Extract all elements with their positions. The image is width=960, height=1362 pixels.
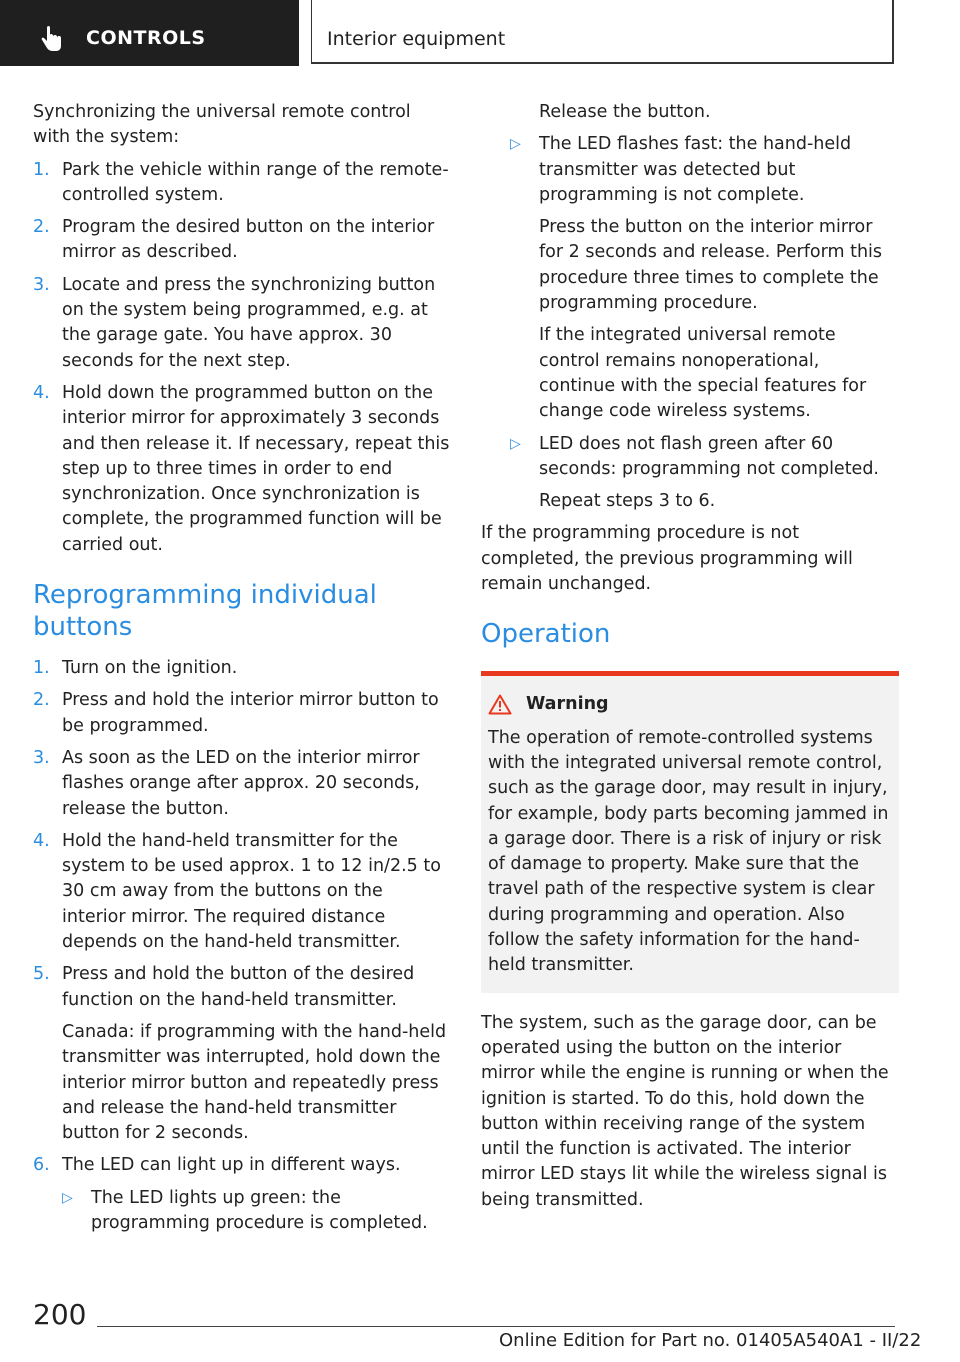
chapter-tab (311, 0, 894, 64)
step-text: Turn on the ignition. (62, 658, 238, 679)
led-cases (62, 1186, 451, 1237)
warning-title: Warning (526, 694, 609, 715)
triangle-right-icon: ▷ (510, 435, 521, 452)
sync-intro: Synchronizing the universal remote control with the system: (33, 102, 411, 148)
right-column (481, 100, 899, 1220)
step-text: Park the vehicle within range of the remote-controlled system. (62, 159, 449, 205)
triangle-right-icon: ▷ (62, 1189, 73, 1206)
warning-header (488, 692, 891, 717)
step-text: Press and hold the interior mirror button to be programmed. (62, 690, 439, 736)
release-note: Release the button. (539, 102, 711, 122)
list-item (33, 381, 451, 558)
step-text: Program the desired button on the interior mirror as described. (62, 217, 435, 263)
list-item (33, 962, 451, 1146)
operation-text: The system, such as the garage door, can be operated using the button on the interior mirror while the engine is running or when the ignition is started. To do this, hold down the button within receiving range of the system until the function is activated. The interior mirror LED stays lit while the wireless signal is being transmitted. (481, 1012, 889, 1210)
case-note: Repeat steps 3 to 6. (539, 491, 716, 512)
section-tab (0, 0, 299, 66)
list-item (33, 1153, 451, 1236)
incomplete-note: If the programming procedure is not completed, the previous programming will remain unchanged. (481, 523, 853, 595)
step-text: Press and hold the button of the desired function on the hand-held transmitter. (62, 964, 415, 1010)
step-text: Hold down the programmed button on the interior mirror for approximately 3 seconds and then release it. If necessary, repeat this step up to three times in order to end synchronization. Once synchronization is complete, the programmed function will be carried out. (62, 382, 450, 555)
list-item (62, 1186, 451, 1237)
list-item (510, 432, 899, 515)
step-number: 3. (33, 274, 50, 295)
led-case-text: The LED flashes fast: the hand-held transmitter was detected but programming is not complete. (539, 134, 852, 205)
list-item (33, 829, 451, 955)
step-note: Canada: if programming with the hand-held transmitter was interrupted, hold down the interior mirror button and repeatedly press and release the hand-held transmitter button for 2 seconds. (62, 1021, 447, 1144)
step-text: Locate and press the synchronizing button on the system being programmed, e.g. at the garage gate. You have approx. 30 seconds for the next step. (62, 274, 436, 371)
section-title: CONTROLS (86, 27, 206, 49)
page-header (0, 0, 960, 66)
step-text: Hold the hand-held transmitter for the system to be used approx. 1 to 12 in/2.5 to 30 cm away from the buttons on the interior mirror. The required distance depends on the hand-held transmitter. (62, 830, 441, 953)
led-case-text: LED does not flash green after 60 seconds: programming not completed. (539, 433, 879, 479)
led-case-text: The LED lights up green: the programming procedure is completed. (91, 1187, 428, 1233)
case-note: Press the button on the interior mirror for 2 seconds and release. Perform this procedure three times to complete the programming procedure. (539, 217, 883, 314)
sync-steps (33, 158, 451, 558)
reprogramming-steps (33, 656, 451, 1236)
step-text: As soon as the LED on the interior mirror flashes orange after approx. 20 seconds, release the button. (62, 747, 420, 819)
list-item (33, 746, 451, 822)
step-number: 4. (33, 830, 50, 851)
list-item (33, 158, 451, 209)
step-number: 5. (33, 964, 50, 985)
step-number: 3. (33, 747, 50, 768)
step-number: 1. (33, 159, 50, 180)
operation-heading: Operation (481, 619, 611, 650)
step-number: 6. (33, 1155, 50, 1176)
page-footer (0, 1290, 960, 1350)
step-number: 1. (33, 658, 50, 679)
triangle-right-icon: ▷ (510, 136, 521, 153)
led-cases-continued (481, 132, 899, 514)
list-item (33, 656, 451, 681)
left-column (33, 100, 451, 1243)
list-item (33, 215, 451, 266)
step-text: The LED can light up in different ways. (62, 1155, 401, 1176)
warning-box (481, 671, 899, 992)
list-item (33, 273, 451, 374)
list-item (510, 132, 899, 424)
warning-triangle-icon (488, 694, 512, 715)
edition-note: Online Edition for Part no. 01405A540A1 - II/22 (499, 1330, 922, 1351)
step-number: 2. (33, 217, 50, 238)
step-number: 2. (33, 690, 50, 711)
page-number: 200 (33, 1298, 87, 1331)
chapter-title: Interior equipment (327, 28, 506, 50)
hand-pointer-icon (38, 26, 64, 52)
step-number: 4. (33, 382, 50, 403)
list-item (33, 688, 451, 739)
warning-text: The operation of remote-controlled systems with the integrated universal remote control, such as the garage door, may result in injury, for example, body parts becoming jammed in a garage door. There is a risk of injury or risk of damage to property. Make sure that the travel path of the respective system is clear during programming and operation. Also follow the safety information for the hand-held transmitter. (488, 727, 889, 976)
footer-divider (97, 1326, 895, 1327)
reprogramming-heading: Reprogramming individual buttons (33, 580, 377, 643)
case-note: If the integrated universal remote control remains nonoperational, continue with the special features for change code wireless systems. (539, 325, 867, 422)
